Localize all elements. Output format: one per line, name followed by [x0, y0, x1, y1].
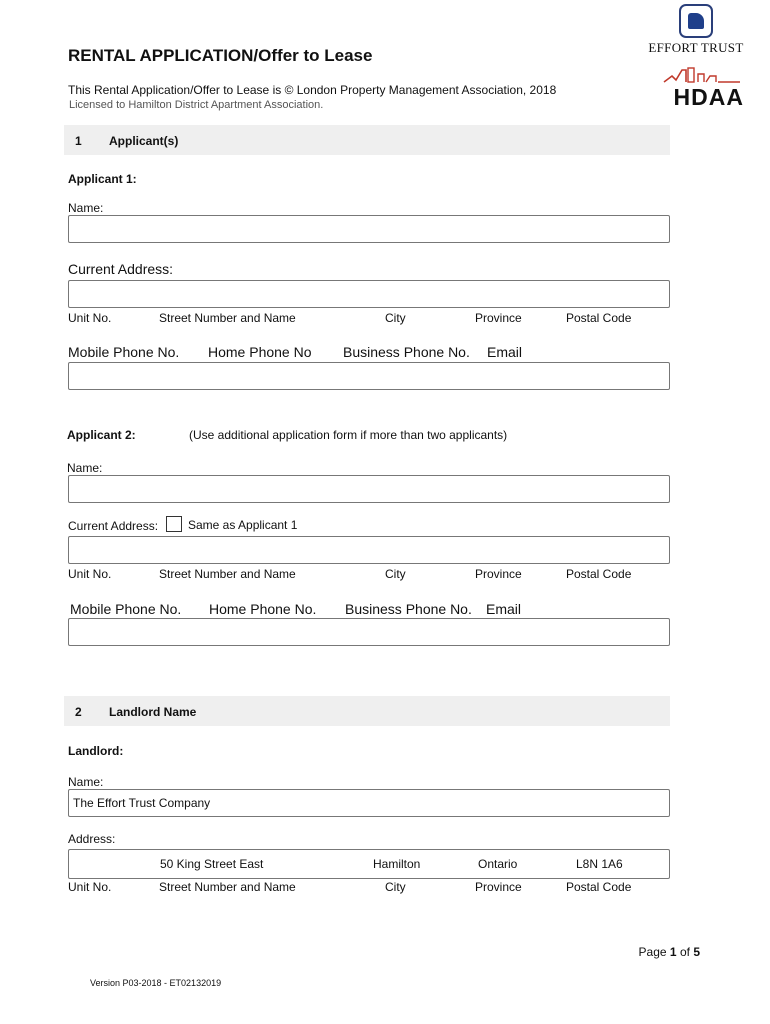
business-phone-caption: Business Phone No. [343, 344, 470, 360]
section-number: 2 [75, 705, 82, 719]
license-notice: Licensed to Hamilton District Apartment Association. [69, 99, 324, 111]
effort-trust-logo [646, 4, 746, 56]
hdaa-skyline-icon [644, 62, 744, 84]
city-caption: City [385, 311, 406, 325]
same-as-applicant-1-checkbox[interactable] [166, 516, 182, 532]
province-caption: Province [475, 880, 522, 894]
applicant-2-heading: Applicant 2: [67, 428, 136, 442]
version-label: Version P03-2018 - ET02132019 [90, 978, 222, 988]
unit-caption: Unit No. [68, 311, 112, 325]
landlord-province-value: Ontario [478, 857, 518, 871]
applicant-2-address-field[interactable] [68, 536, 670, 564]
postal-caption: Postal Code [566, 311, 632, 325]
city-caption: City [385, 880, 406, 894]
page-total: 5 [693, 945, 700, 959]
effort-trust-icon [679, 4, 713, 38]
landlord-city-value: Hamilton [373, 857, 421, 871]
applicant-1-name-label: Name: [68, 201, 104, 215]
applicant-1-heading: Applicant 1: [68, 172, 137, 186]
page-title: RENTAL APPLICATION/Offer to Lease [68, 46, 373, 65]
landlord-address-label: Address: [68, 832, 116, 846]
page-of: of [679, 945, 690, 959]
postal-caption: Postal Code [566, 880, 632, 894]
applicant-2-address-label: Current Address: [68, 519, 159, 533]
mobile-phone-caption: Mobile Phone No. [68, 344, 180, 360]
landlord-street-value: 50 King Street East [160, 857, 264, 871]
unit-caption: Unit No. [68, 567, 112, 581]
street-caption: Street Number and Name [159, 880, 296, 894]
landlord-name-label: Name: [68, 775, 104, 789]
page-current: 1 [669, 945, 677, 959]
applicant-1-contact-field[interactable] [68, 362, 670, 390]
section-1-header [64, 125, 670, 155]
hdaa-logo [644, 62, 744, 111]
applicant-2-name-field[interactable] [68, 475, 670, 503]
business-phone-caption: Business Phone No. [345, 601, 472, 617]
applicant-1-name-field[interactable] [68, 215, 670, 243]
section-2-header [64, 696, 670, 726]
street-caption: Street Number and Name [159, 311, 296, 325]
section-title: Landlord Name [109, 705, 197, 719]
unit-caption: Unit No. [68, 880, 112, 894]
page-prefix: Page [638, 945, 667, 959]
province-caption: Province [475, 311, 522, 325]
page-number [639, 945, 700, 959]
home-phone-caption: Home Phone No [208, 344, 312, 360]
province-caption: Province [475, 567, 522, 581]
hdaa-logo-text: HDAA [673, 84, 744, 110]
applicant-1-address-field[interactable] [68, 280, 670, 308]
copyright-notice: This Rental Application/Offer to Lease is © London Property Management Association, 2018 [68, 83, 557, 97]
applicant-2-name-label: Name: [67, 461, 103, 475]
landlord-postal-value: L8N 1A6 [576, 857, 623, 871]
applicant-2-note: (Use additional application form if more than two applicants) [189, 428, 508, 442]
applicant-1-address-label: Current Address: [68, 261, 174, 277]
same-as-applicant-1-label: Same as Applicant 1 [188, 518, 298, 532]
email-caption: Email [486, 601, 522, 617]
section-number: 1 [75, 134, 82, 148]
city-caption: City [385, 567, 406, 581]
section-title: Applicant(s) [109, 134, 179, 148]
applicant-2-contact-field[interactable] [68, 618, 670, 646]
email-caption: Email [487, 344, 523, 360]
street-caption: Street Number and Name [159, 567, 296, 581]
home-phone-caption: Home Phone No. [209, 601, 317, 617]
landlord-name-field[interactable]: The Effort Trust Company [68, 789, 670, 817]
postal-caption: Postal Code [566, 567, 632, 581]
mobile-phone-caption: Mobile Phone No. [70, 601, 182, 617]
landlord-address-field[interactable] [68, 849, 670, 879]
effort-trust-logo-text: EFFORT TRUST [648, 40, 744, 55]
landlord-heading: Landlord: [68, 744, 124, 758]
